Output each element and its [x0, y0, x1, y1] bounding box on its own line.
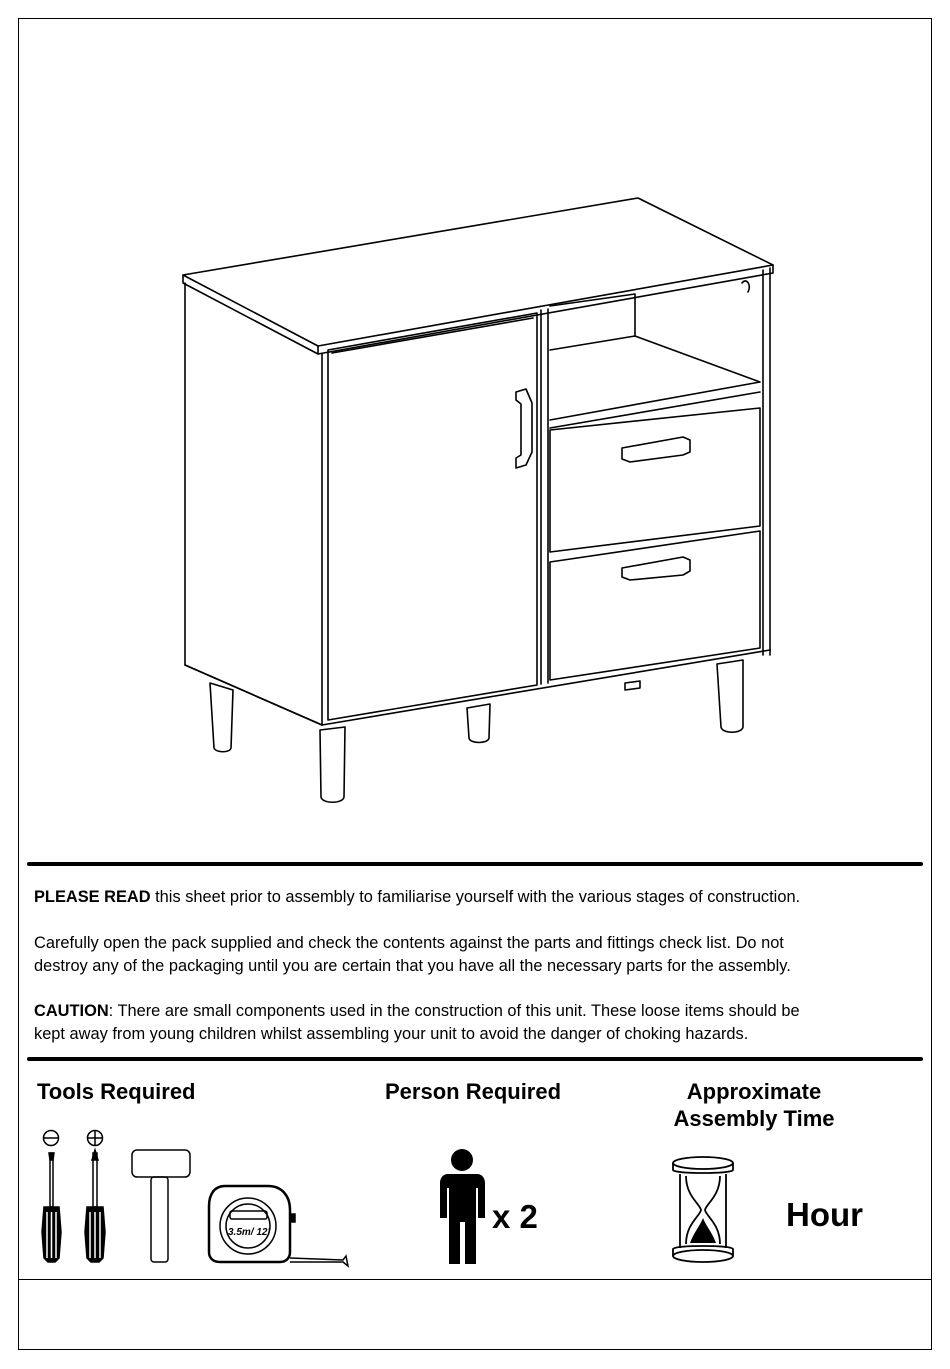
person-icon [435, 1145, 495, 1270]
tools-icons [30, 1125, 360, 1270]
flathead-screwdriver-icon [42, 1153, 61, 1262]
caution-bold: CAUTION [34, 1002, 109, 1020]
section-divider-top [27, 862, 923, 866]
tape-measure-label: 3.5m/ 12' [228, 1227, 270, 1238]
caution-paragraph [34, 1000, 914, 1046]
assembly-time-line-2: Assembly Time [673, 1106, 835, 1131]
tape-measure-icon [209, 1186, 348, 1266]
assembly-time-line-1: Approximate [686, 1079, 822, 1104]
tools-required-title: Tools Required [37, 1079, 196, 1104]
check-contents-paragraph [34, 932, 914, 978]
section-divider-bottom [27, 1057, 923, 1061]
footer-divider [18, 1279, 932, 1280]
person-required-title: Person Required [385, 1079, 562, 1104]
check-line-2: destroy any of the packaging until you are certain that you have all the necessary parts for the assembly. [34, 957, 791, 975]
person-quantity: x 2 [492, 1198, 538, 1235]
check-line-1: Carefully open the pack supplied and check the contents against the parts and fittings check list. Do not [34, 934, 784, 952]
please-read-text: this sheet prior to assembly to familiarise yourself with the various stages of construction. [150, 888, 801, 906]
hammer-icon [132, 1150, 190, 1262]
please-read-bold: PLEASE READ [34, 888, 151, 906]
please-read-paragraph [34, 886, 914, 909]
minus-circle-icon [44, 1131, 59, 1146]
caution-line-1: : There are small components used in the construction of this unit. These loose items should be [108, 1002, 800, 1020]
sideboard-cabinet-illustration [150, 185, 800, 815]
phillips-screwdriver-icon [85, 1150, 105, 1262]
assembly-time-unit: Hour [786, 1196, 863, 1233]
caution-line-2: kept away from young children whilst assembling your unit to avoid the danger of choking hazards. [34, 1025, 749, 1043]
plus-circle-icon [88, 1131, 103, 1146]
assembly-time-title [664, 1078, 844, 1132]
hourglass-icon [668, 1155, 738, 1265]
